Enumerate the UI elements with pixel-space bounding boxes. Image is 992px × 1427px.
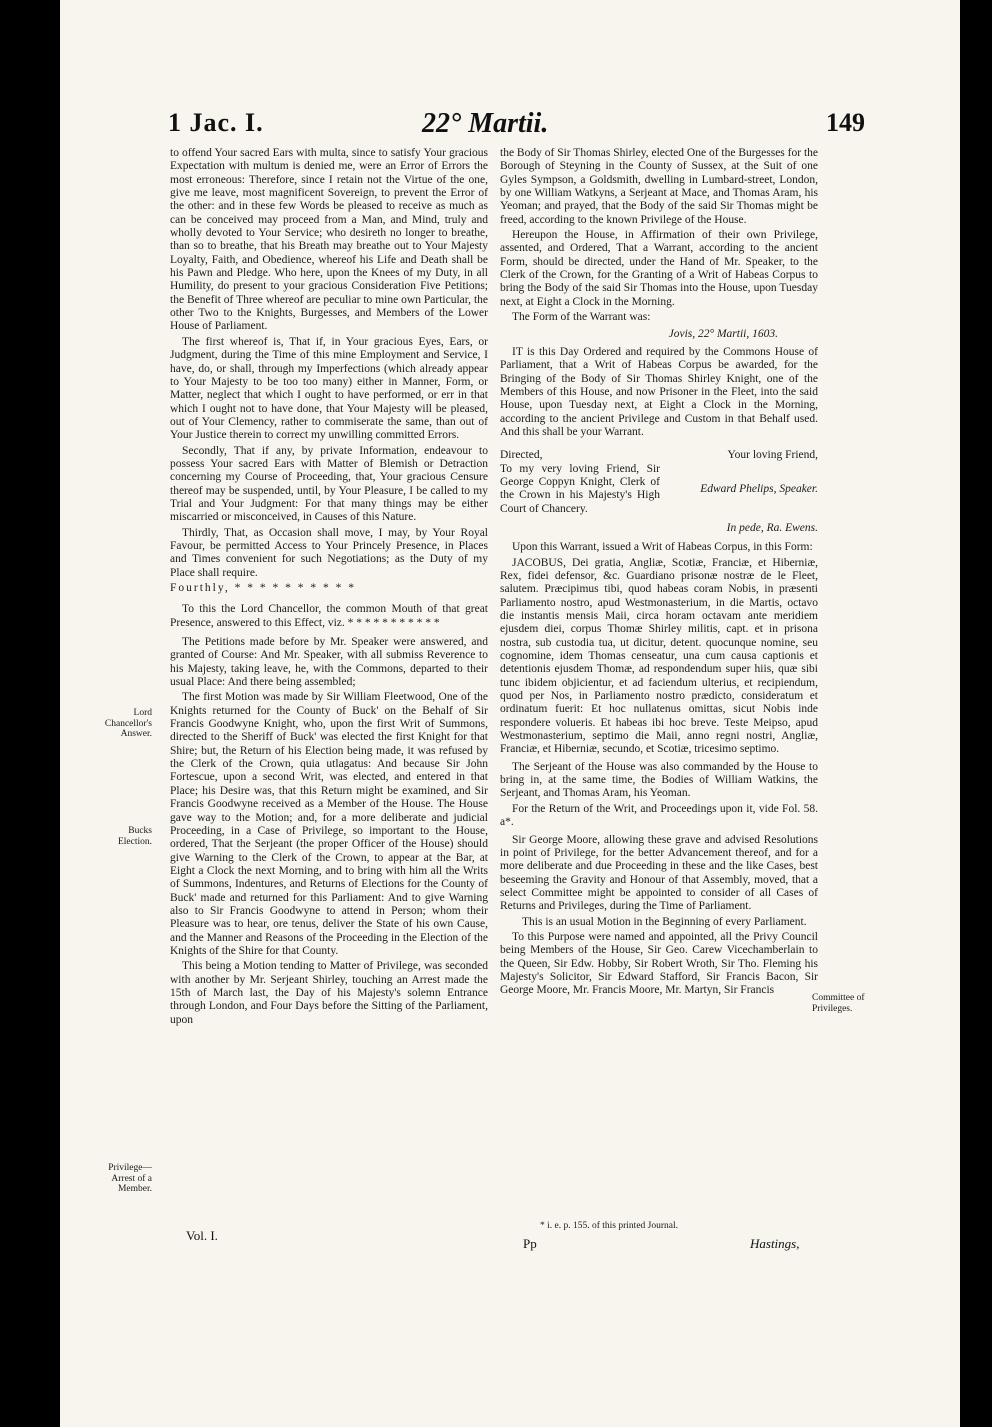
header-regnal-year: 1 Jac. I. — [168, 108, 264, 137]
paragraph: Upon this Warrant, issued a Writ of Habeas Corpus, in this Form: — [512, 541, 813, 554]
paragraph: Sir George Moore, allowing these grave and advised Resolutions in point of Privilege, for the better Advancement thereof, and for a more deliberate and due Proceeding in these and the like Cases, best beseeming the Gravity and Honour of that Assembly, moved, that a select Committee might be appointed to consider of all Cases of Returns and Privileges, during the Time of Parliament. — [500, 833, 818, 913]
margin-note-privilege: Privilege—Arrest of a Member. — [108, 1163, 152, 1194]
margin-note-committee: Committee of Privileges. — [812, 993, 865, 1014]
warrant-loving-friend: Your loving Friend, — [727, 449, 818, 462]
margin-note-bucks-election: Bucks Election. — [117, 826, 152, 847]
paragraph: The first whereof is, That if, in Your gracious Eyes, Ears, or Judgment, during the Time of this mine Employment and Service, I have, do, or shall, through my Imperfections (which already appear to Your Majesty to be too too many) either in Manner, Form, or Matter, neglect that which I ought to have performed, or err in that which I ought not to have done, that Your Majesty will be pleased, out of Your Clemency, rather to commiserate the same, than out of Your Justice therein to correct my unwilling committed Errors. — [170, 335, 488, 442]
warrant — [500, 328, 818, 535]
paragraph: The first Motion was made by Sir William Fleetwood, One of the Knights returned for the County of Buck' on the Behalf of Sir Francis Goodwyne Knight, who, upon the first Writ of Summons, directed to the Sheriff of Buck' was elected the first Knight for that Shire; but, the Return of his Election being made, it was refused by the Clerk of the Crown, quia utlagatus: And because Sir John Fortescue, upon a second Writ, was elected, and entered in that Place; his Desire was, that this Return might be examined, and Sir Francis Goodwyne received as a Member of the House. The House gave way to the Motion; and, for a more deliberate and judicial Proceeding, in a Case of Privilege, so important to the House, ordered, That the Serjeant (the proper Officer of the House) should give Warning to the Clerk of the Crown, to appear at the Bar, at Eight a Clock the next Morning, and to bring with him all the Writs of Summons, Indentures, and Returns of Elections for the County of Buck' made and returned for this Parliament: And to give Warning also to Sir Francis Goodwyne to attend in Person; whom their Pleasure was to hear, ore tenus, deliver the State of his own Cause, and the Manner and Reasons of the Proceeding in the Election of the Knights of the Shire for that County. — [170, 691, 488, 957]
paragraph: the Body of Sir Thomas Shirley, elected One of the Burgesses for the Borough of Steyning in the County of Sussex, at the Suit of one Gyles Sympson, a Goldsmith, dwelling in Lumbard-street, London, by one William Watkyns, a Serjeant at Mace, and Thomas Aram, his Yeoman; and prayed, that the Body of the said Sir Thomas might be freed, according to the known Privilege of the House. — [500, 147, 818, 226]
paragraph: This is an usual Motion in the Beginning of every Parliament. — [522, 915, 807, 928]
warrant-date: Jovis, 22° Martii, 1603. — [668, 328, 778, 341]
header-date: 22° Martii. — [422, 108, 549, 139]
warrant-signer: Edward Phelips, Speaker. — [700, 482, 818, 495]
paragraph: Secondly, That if any, by private Information, endeavour to possess Your sacred Ears with Matter of Blemish or Detraction concerning my Course of Proceeding, that, Your gracious Censure thereof may be suspended, until, by Your Pleasure, I be called to my Trial and Your Judgment: For that many things may be either miscarried or misconceived, in Causes of this Nature. — [170, 444, 488, 524]
warrant-in-pede: In pede, Ra. Ewens. — [726, 521, 818, 534]
paragraph: The Serjeant of the House was also commanded by the House to bring in, at the same time, the Bodies of William Watkins, the Serjeant, and Thomas Aram, his Yeoman. — [500, 760, 818, 800]
signature-mark: Pp — [523, 1236, 537, 1251]
paragraph: This being a Motion tending to Matter of Privilege, was seconded with another by Mr. Serjeant Shirley, touching an Arrest made the 15th of March last, the Day of his Majesty's solemn Entrance through London, and Four Days before the Sitting of the Parliament, upon — [170, 960, 488, 1026]
page-number: 149 — [826, 108, 865, 137]
paragraph: The Petitions made before by Mr. Speaker were answered, and granted of Course: And Mr. Speaker, with all submiss Reverence to his Majesty, taking leave, he, with the Commons, departed to their usual Place: And there being assembled; — [170, 636, 488, 689]
left-column — [170, 147, 488, 1029]
warrant-address-row — [500, 463, 818, 516]
warrant-body: IT is this Day Ordered and required by the Commons House of Parliament, that a Writ of Habeas Corpus be awarded, for the Bringing of the Body of Sir Thomas Shirley Knight, one of the Members of this House, and now Prisoner in the Fleet, into the said House, upon Tuesday next, at Eight a Clock in the Morning, according to the ancient Privilege and Custom in that Behalf used. And this shall be your Warrant. — [500, 345, 818, 438]
paragraph: Thirdly, That, as Occasion shall move, I may, by Your Royal Favour, be permitted Access to Your Princely Presence, in Places and Times convenient for such Negotiations; as the Duty of my Place shall require. — [170, 526, 488, 579]
warrant-addressee: To my very loving Friend, Sir George Coppyn Knight, Clerk of the Crown in his Majesty's High Court of Chancery. — [500, 462, 660, 515]
page-header — [60, 108, 960, 152]
paragraph: Fourthly, * * * * * * * * * * — [170, 582, 356, 594]
footnote: * i. e. p. 155. of this printed Journal. — [540, 1221, 678, 1231]
paragraph: To this the Lord Chancellor, the common Mouth of that great Presence, answered to this Effect, viz. * * * * * * * * * * * — [170, 603, 488, 629]
paragraph: For the Return of the Writ, and Proceedings upon it, vide Fol. 58. a*. — [500, 802, 818, 829]
journal-page — [60, 0, 960, 1427]
paragraph: Hereupon the House, in Affirmation of their own Privilege, assented, and Ordered, That a Warrant, according to the ancient Form, should be directed, under the Hand of Mr. Speaker, to the Clerk of the Crown, for the Granting of a Writ of Habeas Corpus to bring the Body of the said Sir Thomas into the House, upon Tuesday next, at Eight a Clock in the Morning. — [500, 229, 818, 308]
margin-note-lord-chancellor: Lord Chancellor's Answer. — [104, 708, 152, 739]
volume-label: Vol. I. — [186, 1228, 218, 1243]
paragraph: to offend Your sacred Ears with multa, since to satisfy Your gracious Expectation with multum is denied me, were an Error of Errors the most erroneous: Therefore, since I retain not the Virtue of the one, give me leave, most magnificent Sovereign, to prevent the Error of the other: and in these few Words be pleased to receive as much as can be conceived may proceed from a Man, and Mind, truly and wholly devoted to Your Service; who desireth no longer to breathe, than so to breathe, that his Breath may breathe out to Your Majesty Loyalty, Faith, and Obedience, whereof his Life and Death shall be his Pawn and Pledge. Who here, upon the Knees of my Duty, in all Humility, do present to your gracious Consideration Five Petitions; the Benefit of Three whereof are peculiar to mine own Particular, the other Two to the Knights, Burgesses, and Members of the Lower House of Parliament. — [170, 147, 488, 333]
warrant-salutation-row — [500, 449, 818, 462]
catchword: Hastings, — [750, 1236, 800, 1251]
writ-text: JACOBUS, Dei gratia, Angliæ, Scotiæ, Franciæ, et Hiberniæ, Rex, fidei defensor, &c. Guardiano prisonæ nostræ de le Fleet, salutem. Præcipimus tibi, quod habeas coram Nobis, in præsenti Parliamento nostro, apud Westmonasterium, in die Martis, octavo die instantis mensis Maii, circa horam octavam ante meridiem ejusdem diei, corpus Thomæ Shirley militis, capt. et in prisona nostra, sub custodia tua, ut dicitur, detent. quocunque nomine, seu cognomine, idem Thomas censeatur, una cum causa captionis et detentionis ejusdem Thomæ, ad respondendum super hiis, quæ sibi tunc ibidem objicientur, et ad faciendum ulterius, et recipiendum, quod per Nos, in Parliamento nostro prædicto, consideratum et ordinatum fuerit: Et hoc nullatenus omittas, sicut Nobis inde respondere volueris. Et habeas ibi hoc breve. Teste Meipso, apud Westmonasterium, septimo die Maii, anno regni nostri, Angliæ, Franciæ, et Hiberniæ, secundo, et Scotiæ, tricesimo septimo. — [500, 556, 818, 756]
paragraph: To this Purpose were named and appointed, all the Privy Council being Members of the House, Sir Geo. Carew Vicechamberlain to the Queen, Sir Edw. Hobby, Sir Robert Wroth, Sir Tho. Fleming his Majesty's Solicitor, Sir Edward Stafford, Sir Francis Bacon, Sir George Moore, Mr. Francis Moore, Mr. Martyn, Sir Francis — [500, 930, 818, 997]
right-column — [500, 147, 818, 1000]
warrant-directed: Directed, — [500, 449, 543, 462]
paragraph: The Form of the Warrant was: — [512, 311, 651, 324]
